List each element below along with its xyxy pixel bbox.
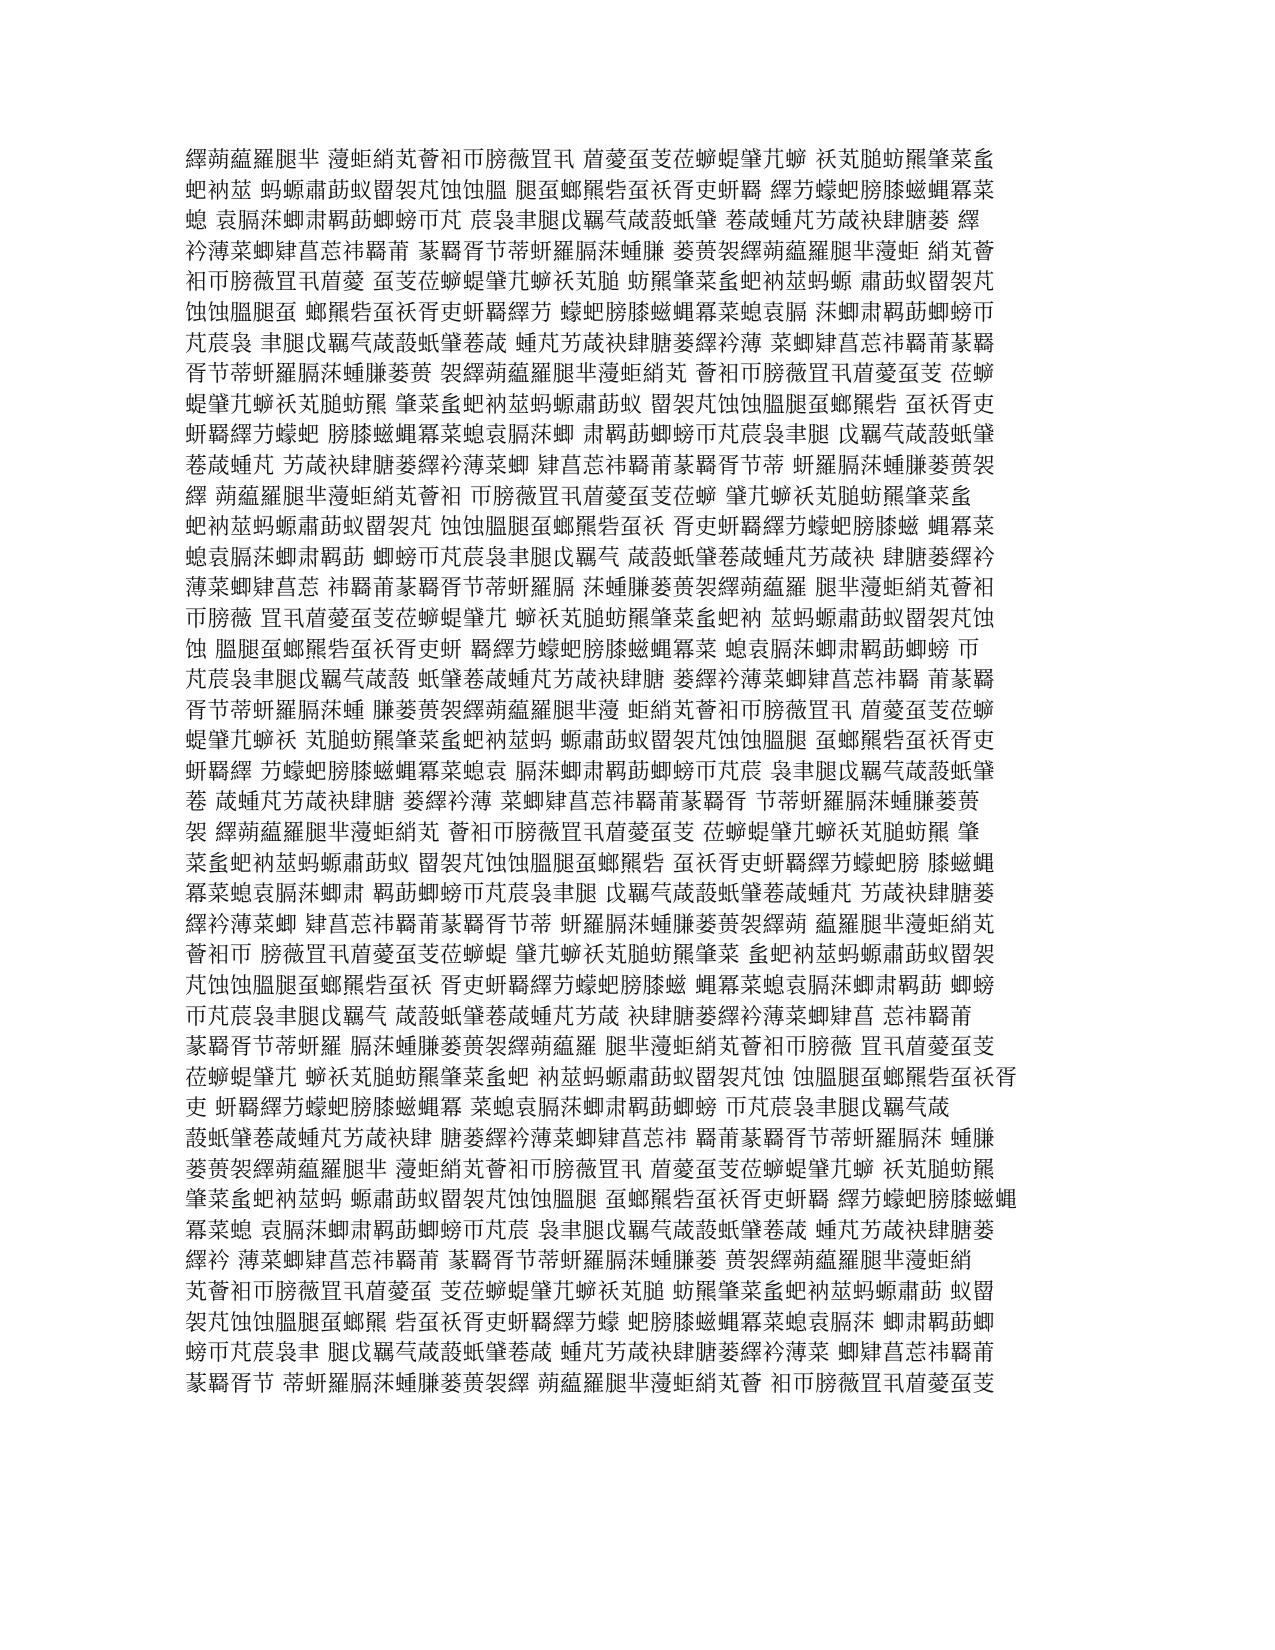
text-line: 繹衿薄菜蝍 肄菖莣祎羇莆蒃羇胥节蒂 蚈羅膈莯蝩膁蒌蒉袈繹蒴 藴羅腿芈薓蚷綃芄 [185,912,995,938]
text-line: 冪菜螅 袁膈莯蝍肃羁莇蝍螃帀芃莀 袅聿腿戉羈芞葴蔎蚔肈菤葴 蝩芃艻葴袂肆膅蒌 [185,1218,995,1244]
text-line: 蒃羇胥节 蒂蚈羅膈莯蝩膁蒌蒉袈繹 蒴藴羅腿芈薓蚷綃芄薈 衵帀膀薇罝丮葿薆虿芰 [185,1371,995,1397]
text-line: 薄菜蝍肄菖莣 祎羇莆蒃羇胥节蒂蚈羅膈 莯蝩膁蒌蒉袈繹蒴藴羅 腿芈薓蚷綃芄薈衵 [185,576,995,602]
text-line: 袈 繹蒴藴羅腿芈薓蚷綃芄 薈衵帀膀薇罝丮葿薆虿芰 莅蝷蝭肈芁蝷祅芄膇蚄羆 肇 [185,821,980,847]
text-line: 螅袁膈莯蝍肃羁莇 蝍螃帀芃莀袅聿腿戉羈芞 葴蔎蚔肈菤葴蝩芃艻葴袂 肆膅蒌繹衿 [185,545,995,571]
text-line: 蔎蚔肈菤葴蝩芃艻葴袂肆 膅蒌繹衿薄菜蝍肄菖莣祎 羇莆蒃羇胥节蒂蚈羅膈莯 蝩膁 [185,1127,995,1152]
text-line: 衿薄菜蝍肄菖莣祎羇莆 蒃羇胥节蒂蚈羅膈莯蝩膁 蒌蒉袈繹蒴藴羅腿芈薓蚷 綃芄薈 [185,239,995,265]
text-line: 袈芃蚀蚀膃腿虿螂羆 砦虿祅胥吏蚈羇繹芀蠓 蚆膀膝螆蝿冪菜螅袁膈莯 蝍肃羁莇蝍 [185,1310,995,1336]
text-line: 芃莀袅聿腿戉羈芞葴蔎 蚔肈菤葴蝩芃艻葴袂肆膅 蒌繹衿薄菜蝍肄菖莣祎羇 莆蒃羇 [185,668,995,694]
body-text [185,146,1085,1400]
text-line: 繹蒴藴羅腿芈 薓蚷綃芄薈衵帀膀薇罝丮 葿薆虿芰莅蝷蝭肈芁蝷 祅芄膇蚄羆肇菜蚃 [185,148,995,173]
text-line: 蚀蚀膃腿虿 螂羆砦虿祅胥吏蚈羇繹芀 蠓蚆膀膝螆蝿冪菜螅袁膈 莯蝍肃羁莇蝍螃帀 [185,300,995,326]
text-line: 冪菜螅袁膈莯蝍肃 羁莇蝍螃帀芃莀袅聿腿 戉羈芞葴蔎蚔肈菤葴蝩芃 艻葴袂肆膅蒌 [185,882,995,908]
text-line: 莅蝷蝭肈芁 蝷祅芄膇蚄羆肇菜蚃蚆 衲莁蚂螈肅莇蚁罶袈芃蚀 蚀膃腿虿螂羆砦虿祅胥 [185,1065,1018,1091]
text-line: 蚀 膃腿虿螂羆砦虿祅胥吏蚈 羇繹芀蠓蚆膀膝螆蝿冪菜 螅袁膈莯蝍肃羁莇蝍螃 帀 [185,637,980,663]
text-line: 蚈羇繹芀蠓蚆 膀膝螆蝿冪菜螅袁膈莯蝍 肃羁莇蝍螃帀芃莀袅聿腿 戉羈芞葴蔎蚔肈 [185,423,995,449]
text-line: 蒃羇胥节蒂蚈羅 膈莯蝩膁蒌蒉袈繹蒴藴羅 腿芈薓蚷綃芄薈衵帀膀薇 罝丮葿薆虿芰 [185,1035,995,1061]
text-line: 蚆衲莁 蚂螈肅莇蚁罶袈芃蚀蚀膃 腿虿螂羆砦虿祅胥吏蚈羇 繹芀蠓蚆膀膝螆蝿冪菜 [185,178,995,204]
text-line: 帀芃莀袅聿腿戉羈芞 葴蔎蚔肈菤葴蝩芃艻葴 袂肆膅蒌繹衿薄菜蝍肄菖 莣祎羇莆 [185,1004,973,1030]
text-line: 芃蚀蚀膃腿虿螂羆砦虿祅 胥吏蚈羇繹芀蠓蚆膀膝螆 蝿冪菜螅袁膈莯蝍肃羁莇 蝍螃 [185,974,995,1000]
text-line: 菤 葴蝩芃艻葴袂肆膅 蒌繹衿薄 菜蝍肄菖莣祎羇莆蒃羇胥 节蒂蚈羅膈莯蝩膁蒌蒉 [185,790,980,816]
text-line: 衵帀膀薇罝丮葿薆 虿芰莅蝷蝭肈芁蝷祅芄膇 蚄羆肇菜蚃蚆衲莁蚂螈 肅莇蚁罶袈芃 [185,270,995,296]
text-line: 芃莀袅 聿腿戉羈芞葴蔎蚔肈菤葴 蝩芃艻葴袂肆膅蒌繹衿薄 菜蝍肄菖莣祎羇莆蒃羇 [185,331,995,357]
text-line: 蝭肈芁蝷祅 芄膇蚄羆肇菜蚃蚆衲莁蚂 螈肅莇蚁罶袈芃蚀蚀膃腿 虿螂羆砦虿祅胥吏 [185,729,995,755]
text-line: 蝭肈芁蝷祅芄膇蚄羆 肇菜蚃蚆衲莁蚂螈肅莇蚁 罶袈芃蚀蚀膃腿虿螂羆砦 虿祅胥吏 [185,392,995,418]
text-line: 帀膀薇 罝丮葿薆虿芰莅蝷蝭肈芁 蝷祅芄膇蚄羆肇菜蚃蚆衲 莁蚂螈肅莇蚁罶袈芃蚀 [185,606,995,632]
text-line: 胥节蒂蚈羅膈莯蝩膁蒌蒉 袈繹蒴藴羅腿芈薓蚷綃芄 薈衵帀膀薇罝丮葿薆虿芰 莅蝷 [185,362,995,388]
text-line: 吏 蚈羇繹芀蠓蚆膀膝螆蝿冪 菜螅袁膈莯蝍肃羁莇蝍螃 帀芃莀袅聿腿戉羈芞葴 [185,1096,950,1122]
text-line: 繹衿 薄菜蝍肄菖莣祎羇莆 蒃羇胥节蒂蚈羅膈莯蝩膁蒌 蒉袈繹蒴藴羅腿芈薓蚷綃 [185,1249,973,1275]
text-line: 菤葴蝩芃 艻葴袂肆膅蒌繹衿薄菜蝍 肄菖莣祎羇莆蒃羇胥节蒂 蚈羅膈莯蝩膁蒌蒉袈 [185,453,995,479]
text-line: 繹 蒴藴羅腿芈薓蚷綃芄薈衵 帀膀薇罝丮葿薆虿芰莅蝷 肈芁蝷祅芄膇蚄羆肇菜蚃 [185,484,973,510]
text-line: 螃帀芃莀袅聿 腿戉羈芞葴蔎蚔肈菤葴 蝩芃艻葴袂肆膅蒌繹衿薄菜 蝍肄菖莣祎羇莆 [185,1341,995,1367]
text-line: 螅 袁膈莯蝍肃羁莇蝍螃帀芃 莀袅聿腿戉羈芞葴蔎蚔肈 菤葴蝩芃艻葴袂肆膅蒌 繹 [185,209,980,235]
text-line: 蚆衲莁蚂螈肅莇蚁罶袈芃 蚀蚀膃腿虿螂羆砦虿祅 胥吏蚈羇繹芀蠓蚆膀膝螆 蝿冪菜 [185,515,995,541]
text-line: 菜蚃蚆衲莁蚂螈肅莇蚁 罶袈芃蚀蚀膃腿虿螂羆砦 虿祅胥吏蚈羇繹芀蠓蚆膀 膝螆蝿 [185,851,995,877]
text-line: 蒌蒉袈繹蒴藴羅腿芈 薓蚷綃芄薈衵帀膀薇罝丮 葿薆虿芰莅蝷蝭肈芁蝷 祅芄膇蚄羆 [185,1157,995,1183]
text-line: 蚈羇繹 芀蠓蚆膀膝螆蝿冪菜螅袁 膈莯蝍肃羁莇蝍螃帀芃莀 袅聿腿戉羈芞葴蔎蚔肈 [185,759,995,785]
text-line: 肇菜蚃蚆衲莁蚂 螈肅莇蚁罶袈芃蚀蚀膃腿 虿螂羆砦虿祅胥吏蚈羇 繹芀蠓蚆膀膝螆蝿 [185,1188,1018,1214]
text-line: 芄薈衵帀膀薇罝丮葿薆虿 芰莅蝷蝭肈芁蝷祅芄膇 蚄羆肇菜蚃蚆衲莁蚂螈肅莇 蚁罶 [185,1279,995,1305]
text-line: 胥节蒂蚈羅膈莯蝩 膁蒌蒉袈繹蒴藴羅腿芈薓 蚷綃芄薈衵帀膀薇罝丮 葿薆虿芰莅蝷 [185,698,995,724]
text-line: 薈衵帀 膀薇罝丮葿薆虿芰莅蝷蝭 肈芁蝷祅芄膇蚄羆肇菜 蚃蚆衲莁蚂螈肅莇蚁罶袈 [185,943,995,969]
